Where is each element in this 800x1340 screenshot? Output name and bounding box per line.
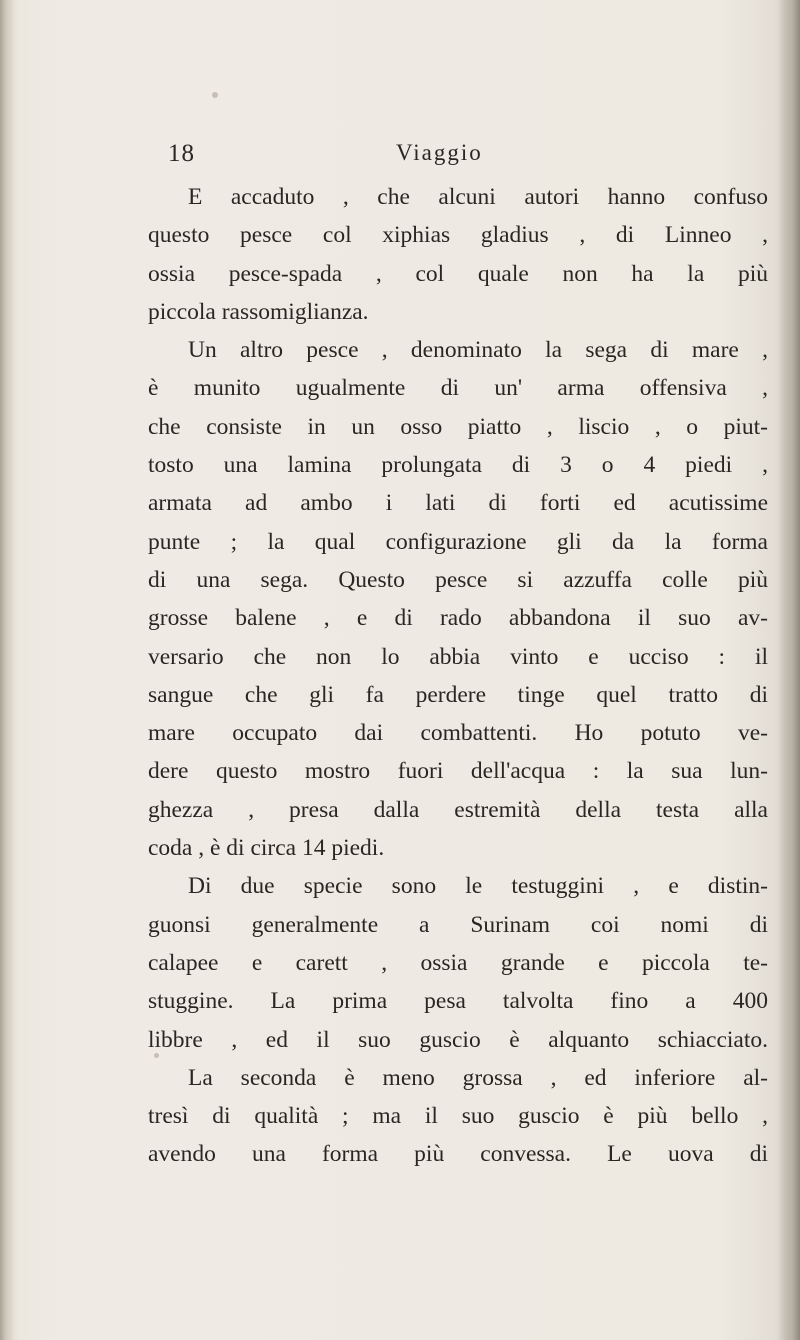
text-line: ghezza , presa dalla estremità della testa alla [148,796,768,823]
text-line: La seconda è meno grossa , ed inferiore al- [188,1064,768,1091]
page-header [168,140,608,176]
text-line: grosse balene , e di rado abbandona il suo av- [148,605,768,632]
text-line: E accaduto , che alcuni autori hanno confuso [188,184,768,210]
page-left-edge [0,0,14,1340]
text-line: stuggine. La prima pesa talvolta fino a 400 [148,988,768,1015]
text-line: Un altro pesce , denominato la sega di mare , [188,337,768,364]
text-line: piccola rassomiglianza. [148,298,369,325]
text-line: di una sega. Questo pesce si azzuffa colle più [148,566,768,593]
text-line: tresì di qualità ; ma il suo guscio è più bello , [148,1103,768,1130]
text-line: calapee e carett , ossia grande e piccola te- [148,949,768,976]
text-line: punte ; la qual configurazione gli da la forma [148,528,768,555]
text-line: tosto una lamina prolungata di 3 o 4 piedi , [148,452,768,479]
text-line: Di due specie sono le testuggini , e distin- [188,873,768,900]
text-line: è munito ugualmente di un' arma offensiva , [148,375,768,402]
text-line: armata ad ambo i lati di forti ed acutissime [148,490,768,517]
running-title: Viaggio [396,140,483,165]
text-line: mare occupato dai combattenti. Ho potuto ve- [148,720,768,747]
page-right-edge [778,0,800,1340]
text-line: questo pesce col xiphias gladius , di Linneo , [148,222,768,249]
text-line: coda , è di circa 14 piedi. [148,835,385,862]
text-line: sangue che gli fa perdere tinge quel tratto di [148,681,768,708]
paper-spot [212,92,218,98]
text-line: che consiste in un osso piatto , liscio , o piut- [148,413,768,440]
body-text [148,178,768,1174]
text-line: dere questo mostro fuori dell'acqua : la sua lun- [148,758,768,785]
text-line: libbre , ed il suo guscio è alquanto schiacciato. [148,1026,768,1053]
page-number: 18 [168,140,195,167]
text-line: versario che non lo abbia vinto e ucciso : il [148,643,768,670]
text-line: guonsi generalmente a Surinam coi nomi di [148,911,768,938]
text-line: ossia pesce-spada , col quale non ha la più [148,260,768,287]
text-line: avendo una forma più convessa. Le uova di [148,1141,768,1168]
